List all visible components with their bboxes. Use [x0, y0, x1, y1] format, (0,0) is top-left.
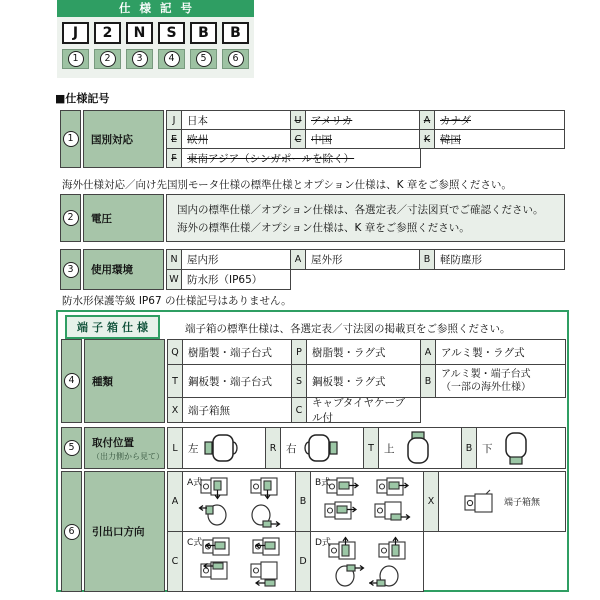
country-code-c: C	[290, 129, 306, 149]
row-country	[60, 110, 565, 168]
environment-note: 防水形保護等級 IP67 の仕様記号はありません。	[62, 295, 292, 307]
country-code-j: J	[166, 110, 182, 130]
country-code-e: E	[166, 129, 182, 149]
pos-left-cell: 左	[182, 427, 266, 469]
type-alu-lug: アルミ製・ラグ式	[435, 339, 566, 365]
code-digit-3: 3	[126, 49, 153, 69]
env-code-w: W	[166, 269, 182, 290]
env-outdoor: 屋外形	[305, 249, 420, 270]
row-type-number: 4	[61, 339, 82, 423]
type-code-b: B	[420, 364, 436, 398]
code-digit-6: 6	[222, 49, 249, 69]
code-digit-2: 2	[94, 49, 121, 69]
row-country-label: 国別対応	[83, 110, 164, 168]
code-letter-1: J	[62, 22, 89, 44]
env-code-b: B	[419, 249, 435, 270]
code-letter-4: S	[158, 22, 185, 44]
outlet-b-cell	[310, 471, 424, 532]
row-environment-label: 使用環境	[83, 249, 164, 290]
code-letter-2: 2	[94, 22, 121, 44]
terminal-box-top-icon	[399, 431, 437, 465]
country-canada: カナダ	[440, 114, 471, 127]
row-type	[61, 339, 566, 423]
row-country-cells	[166, 110, 565, 168]
spec-code-panel	[57, 0, 254, 78]
outlet-code-a: A	[167, 471, 183, 532]
env-waterproof: 防水形（IP65）	[181, 269, 291, 290]
country-china: 中国	[311, 133, 332, 146]
outlet-code-b: B	[295, 471, 311, 532]
type-resin-terminal: 樹脂製・端子台式	[182, 339, 292, 365]
code-digit-5: 5	[190, 49, 217, 69]
row-outlet	[61, 471, 566, 592]
row-position-number: 5	[61, 427, 82, 469]
code-digit-1: 1	[62, 49, 89, 69]
pos-top-cell: 上	[378, 427, 462, 469]
section-title: ■仕様記号	[55, 92, 110, 105]
type-resin-lug: 樹脂製・ラグ式	[306, 339, 421, 365]
type-code-q: Q	[167, 339, 183, 365]
type-code-t: T	[167, 364, 183, 398]
outlet-x-label: 端子箱無	[503, 498, 540, 508]
spec-code-digit-row	[57, 44, 254, 69]
outlet-d-label: D式	[315, 538, 331, 548]
row-type-cells	[167, 339, 566, 423]
type-steel-lug: 鋼板製・ラグ式	[306, 364, 421, 398]
type-alu-terminal: アルミ製・端子台式 （一部の海外仕様）	[435, 364, 566, 398]
type-code-p: P	[291, 339, 307, 365]
outlet-direction-a-icon	[189, 476, 289, 528]
pos-right-cell: 右	[280, 427, 364, 469]
terminal-box-section	[56, 310, 569, 592]
terminal-box-left-icon	[203, 431, 241, 465]
type-steel-terminal: 鋼板製・端子台式	[182, 364, 292, 398]
type-code-c: C	[291, 397, 307, 423]
type-code-a: A	[420, 339, 436, 365]
no-terminal-box-icon	[464, 489, 498, 515]
type-code-s: S	[291, 364, 307, 398]
env-code-a: A	[290, 249, 306, 270]
code-digit-4: 4	[158, 49, 185, 69]
row-voltage-number: 2	[60, 194, 81, 242]
country-europe: 欧州	[187, 133, 208, 146]
outlet-d-cell	[310, 531, 424, 592]
pos-code-r: R	[265, 427, 281, 469]
terminal-box-section-note: 端子箱の標準仕様は、各選定表／寸法図の掲載頁をご参照ください。	[185, 323, 511, 335]
row-environment-number: 3	[60, 249, 81, 290]
country-korea: 韓国	[440, 133, 461, 146]
terminal-box-section-label: 端子箱仕様	[65, 315, 160, 339]
country-japan: 日本	[181, 110, 291, 130]
type-code-x: X	[167, 397, 183, 423]
type-no-box: 端子箱無	[182, 397, 292, 423]
outlet-a-label: A式	[187, 478, 203, 488]
env-code-n: N	[166, 249, 182, 270]
country-usa: アメリカ	[311, 114, 353, 127]
code-letter-5: B	[190, 22, 217, 44]
spec-code-letters	[57, 17, 254, 44]
country-code-k: K	[419, 129, 435, 149]
row-country-number: 1	[60, 110, 81, 168]
row-outlet-number: 6	[61, 471, 82, 592]
outlet-code-x: X	[423, 471, 439, 532]
outlet-a-cell	[182, 471, 296, 532]
outlet-x-cell	[438, 471, 566, 532]
row-position-label: 取付位置 （出力側から見て）	[84, 427, 165, 469]
row-type-label: 種類	[84, 339, 165, 423]
country-note: 海外仕様対応／向け先国別モータ仕様の標準仕様とオプション仕様は、K 章をご参照ください。	[62, 179, 512, 191]
outlet-c-label: C式	[187, 538, 203, 548]
country-sea: 東南アジア（シンガポールを除く）	[187, 152, 355, 165]
row-voltage	[60, 194, 565, 242]
row-voltage-label: 電圧	[83, 194, 164, 242]
outlet-b-label: B式	[315, 478, 331, 488]
type-cabtyre-cable: キャブタイヤケーブル付	[306, 397, 421, 423]
terminal-box-right-icon	[301, 431, 339, 465]
row-outlet-label: 引出口方向	[84, 471, 165, 592]
voltage-note-cell	[166, 194, 565, 242]
outlet-c-cell	[182, 531, 296, 592]
spec-code-title: 仕様記号	[57, 0, 254, 17]
country-code-f: F	[166, 148, 182, 168]
row-position-cells	[167, 427, 566, 469]
outlet-direction-b-icon	[317, 476, 417, 528]
pos-code-l: L	[167, 427, 183, 469]
pos-bottom-cell: 下	[476, 427, 566, 469]
terminal-box-bottom-icon	[497, 431, 535, 465]
env-indoor: 屋内形	[181, 249, 291, 270]
code-letter-3: N	[126, 22, 153, 44]
outlet-code-d: D	[295, 531, 311, 592]
env-dustproof: 軽防塵形	[434, 249, 565, 270]
code-letter-6: B	[222, 22, 249, 44]
row-environment-cells	[166, 249, 565, 290]
country-code-u: U	[290, 110, 306, 130]
outlet-direction-c-icon	[189, 536, 289, 588]
pos-code-t: T	[363, 427, 379, 469]
row-outlet-cells	[167, 471, 566, 592]
outlet-code-c: C	[167, 531, 183, 592]
outlet-direction-d-icon	[317, 536, 417, 588]
pos-code-b: B	[461, 427, 477, 469]
country-code-a: A	[419, 110, 435, 130]
voltage-note-line2: 海外の標準仕様／オプション仕様は、K 章をご参照ください。	[177, 221, 470, 234]
row-position	[61, 427, 566, 469]
row-environment	[60, 249, 565, 290]
voltage-note-line1: 国内の標準仕様／オプション仕様は、各選定表／寸法図頁でご確認ください。	[177, 204, 544, 216]
